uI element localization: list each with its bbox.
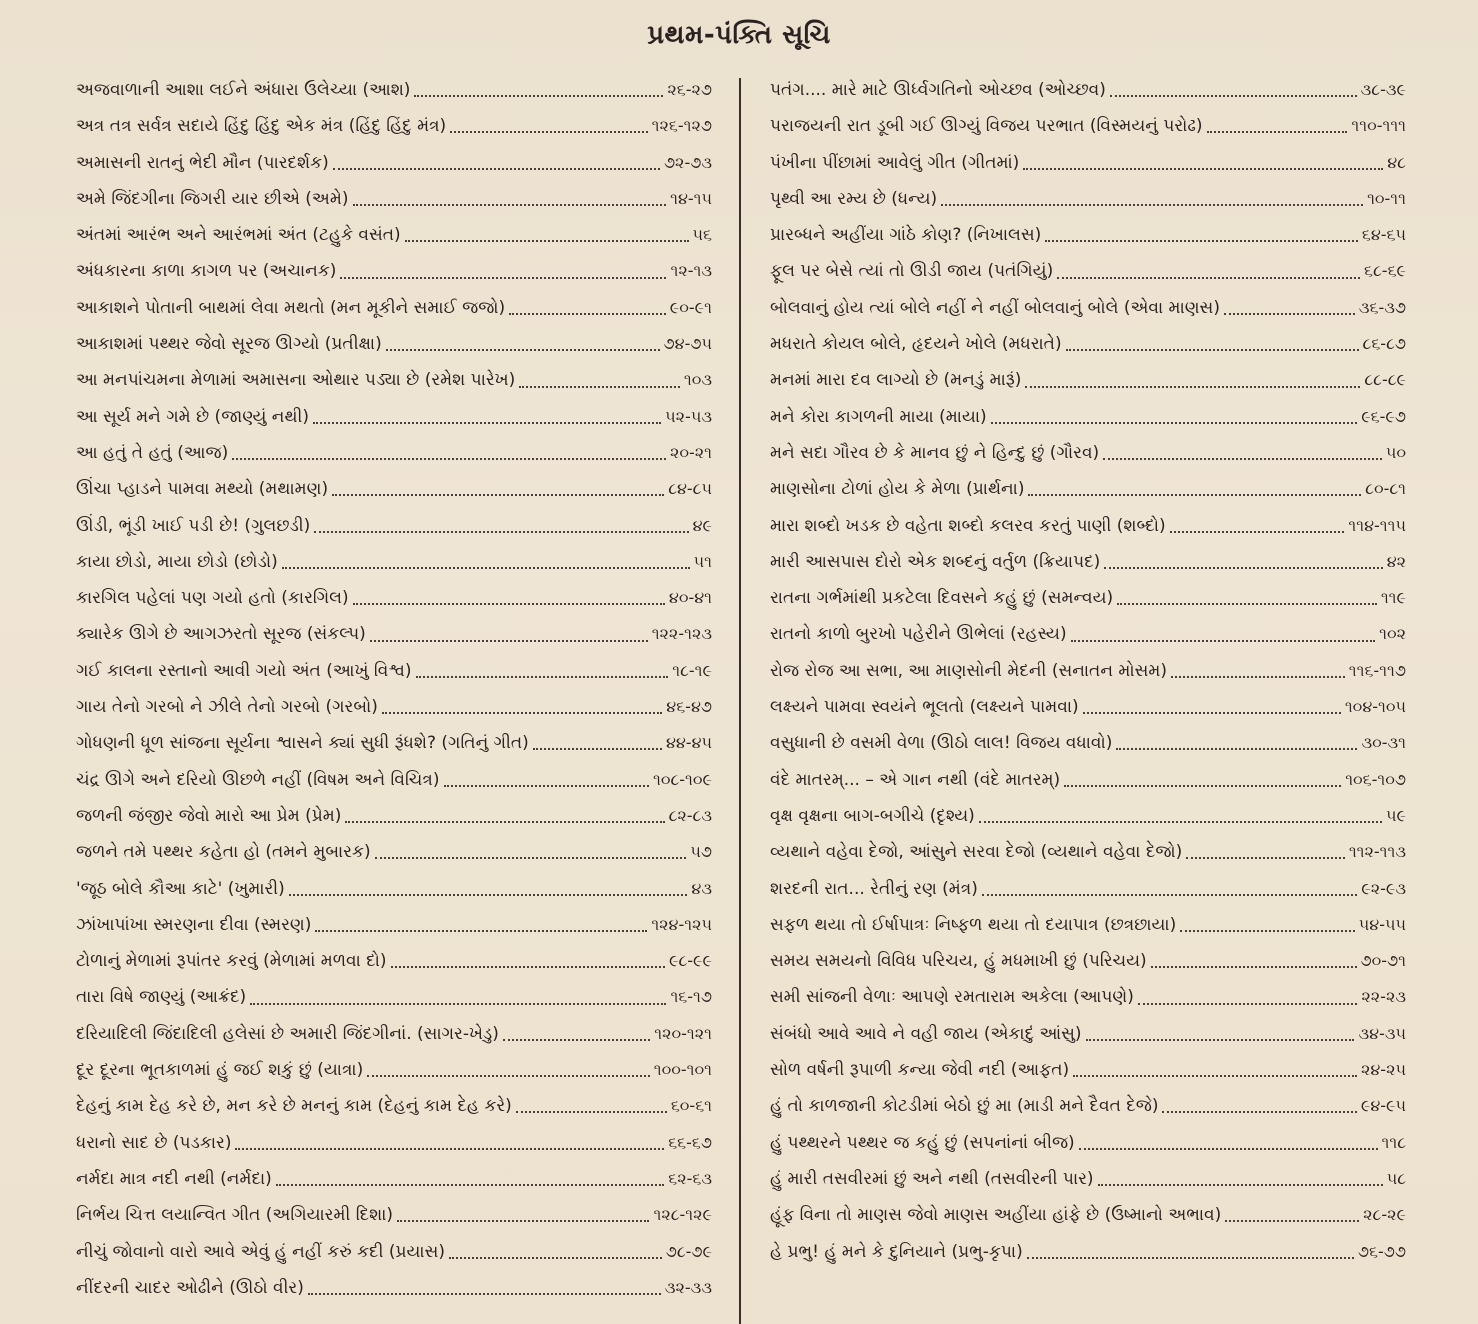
entry-text: ક્યારેક ઊગે છે આગઝરતો સૂરજ (સંકલ્પ) xyxy=(76,624,366,645)
index-entry xyxy=(76,1052,712,1088)
index-entry xyxy=(76,762,712,798)
index-entry xyxy=(770,1234,1406,1270)
index-entry xyxy=(76,1234,712,1270)
dot-leader xyxy=(1224,313,1355,315)
index-entry xyxy=(770,181,1406,217)
dot-leader xyxy=(1066,349,1359,351)
entry-text: લક્ષ્યને પામવા સ્વયંને ભૂલતો (લક્ષ્યને પામવા) xyxy=(770,697,1079,718)
entry-page: ૧૪-૧૫ xyxy=(670,188,712,208)
index-entry xyxy=(770,399,1406,435)
entry-text: માણસોના ટોળાં હોય કે મેળા (પ્રાર્થના) xyxy=(770,479,1025,500)
dot-leader xyxy=(345,821,664,823)
entry-text: સંબંધો આવે આવે ને વહી જાય (એકાદું આંસુ) xyxy=(770,1023,1082,1044)
entry-text: હું પથ્થરને પથ્થર જ કહું છું (સપનાંનાં બીજ) xyxy=(770,1132,1075,1153)
entry-text: ઝાંખાપાંખા સ્મરણના દીવા (સ્મરણ) xyxy=(76,914,312,935)
entry-page: ૫૨-૫૩ xyxy=(665,406,712,426)
dot-leader xyxy=(276,1184,664,1186)
dot-leader xyxy=(414,95,663,97)
index-entry xyxy=(770,253,1406,289)
index-entry xyxy=(76,362,712,398)
entry-page: ૨૦-૨૧ xyxy=(669,442,712,462)
entry-page: ૮૬-૮૭ xyxy=(1362,334,1406,354)
index-column-left xyxy=(76,72,712,1306)
entry-page: ૧૮-૧૯ xyxy=(672,660,712,680)
dot-leader xyxy=(1162,1111,1356,1113)
dot-leader xyxy=(391,966,665,968)
dot-leader xyxy=(340,277,666,279)
entry-page: ૯૦-૯૧ xyxy=(669,297,712,317)
index-entry xyxy=(76,871,712,907)
index-entry xyxy=(76,326,712,362)
index-entry xyxy=(76,1016,712,1052)
index-entry xyxy=(76,907,712,943)
entry-text: નીચું જોવાનો વારો આવે એવું હું નહીં કરું કદી (પ્રયાસ) xyxy=(76,1241,445,1262)
entry-text: જળની જંજીર જેવો મારો આ પ્રેમ (પ્રેમ) xyxy=(76,805,342,826)
index-entry xyxy=(76,1270,712,1306)
entry-page: ૧૧૦-૧૧૧ xyxy=(1351,116,1406,136)
entry-text: પરાજયની રાત ડૂબી ગઈ ઊગ્યું વિજય પરભાત (વિસ્મયનું પરોઢ) xyxy=(770,116,1203,137)
index-entry xyxy=(770,871,1406,907)
index-entry xyxy=(770,290,1406,326)
entry-page: ૩૦-૩૧ xyxy=(1361,733,1406,753)
index-entry xyxy=(770,580,1406,616)
index-entry xyxy=(76,1125,712,1161)
entry-text: વંદે માતરમ્... – એ ગાન નથી (વંદે માતરમ્) xyxy=(770,769,1061,790)
dot-leader xyxy=(353,603,665,605)
entry-page: ૬૮-૬૯ xyxy=(1364,261,1406,281)
dot-leader xyxy=(991,422,1358,424)
index-entry xyxy=(770,798,1406,834)
entry-text: મધરાતે કોયલ બોલે, હૃદયને ખોલે (મધરાતે) xyxy=(770,334,1062,355)
entry-text: બોલવાનું હોય ત્યાં બોલે નહીં ને નહીં બોલવાનું બોલે (એવા માણસ) xyxy=(770,297,1220,318)
entry-page: ૭૪-૭૫ xyxy=(663,334,712,354)
entry-page: ૧૦૦-૧૦૧ xyxy=(653,1060,712,1080)
entry-page: ૧૨૬-૧૨૭ xyxy=(651,116,712,136)
dot-leader xyxy=(332,494,664,496)
index-entry xyxy=(770,1161,1406,1197)
dot-leader xyxy=(1103,458,1382,460)
entry-text: વ્યથાને વહેવા દેજો, આંસુને સરવા દેજો (વ્યથાને વહેવા દેજો) xyxy=(770,842,1183,863)
entry-text: રોજ રોજ આ સભા, આ માણસોની મેદની (સનાતન મોસમ) xyxy=(770,660,1168,681)
entry-page: ૧૦૨ xyxy=(1379,624,1406,644)
entry-text: ઊંચા પ્હાડને પામવા મથ્યો (મથામણ) xyxy=(76,479,329,500)
index-entry xyxy=(76,616,712,652)
entry-page: ૯૬-૯૭ xyxy=(1361,406,1406,426)
entry-page: ૭૨-૭૩ xyxy=(663,152,712,172)
index-entry xyxy=(76,1197,712,1233)
dot-leader xyxy=(386,349,660,351)
entry-page: ૪૬-૪૭ xyxy=(666,697,712,717)
entry-text: ગઈ કાલના રસ્તાનો આવી ગયો અંત (આખું વિશ્વ) xyxy=(76,660,412,681)
entry-page: ૮૨-૮૩ xyxy=(668,805,712,825)
index-entry xyxy=(76,580,712,616)
dot-leader xyxy=(1116,748,1357,750)
entry-page: ૮૪-૮૫ xyxy=(668,479,712,499)
entry-page: ૧૧૨-૧૧૩ xyxy=(1348,842,1406,862)
entry-text: પૃથ્વી આ રમ્ય છે (ધન્ય) xyxy=(770,188,938,209)
entry-text: સમી સાંજની વેળાઃ આપણે રમતારામ અકેલા (આપણે) xyxy=(770,987,1134,1008)
entry-page: ૪૨ xyxy=(1386,551,1406,571)
dot-leader xyxy=(353,204,667,206)
column-divider xyxy=(739,78,741,1324)
index-column-right xyxy=(770,72,1406,1270)
entry-page: ૧૨૪-૧૨૫ xyxy=(651,914,712,934)
entry-page: ૧૨-૧૩ xyxy=(670,261,712,281)
dot-leader xyxy=(1083,712,1341,714)
entry-page: ૧૧૬-૧૧૭ xyxy=(1348,660,1406,680)
entry-text: આ હતું તે હતું (આજ) xyxy=(76,442,229,463)
index-entry xyxy=(770,1125,1406,1161)
index-entry xyxy=(76,290,712,326)
entry-page: ૧૨૨-૧૨૩ xyxy=(651,624,712,644)
entry-page: ૧૦૩ xyxy=(683,370,712,390)
dot-leader xyxy=(405,240,689,242)
entry-text: 'જૂઠ બોલે કૌઆ કાટે' (ખુમારી) xyxy=(76,878,285,899)
entry-page: ૭૬-૭૭ xyxy=(1357,1241,1406,1261)
entry-page: ૬૪-૬૫ xyxy=(1361,225,1406,245)
entry-page: ૮૦-૮૧ xyxy=(1365,479,1406,499)
entry-text: કાયા છોડો, માયા છોડો (છોડો) xyxy=(76,551,278,572)
dot-leader xyxy=(1138,1003,1358,1005)
dot-leader xyxy=(308,1293,661,1295)
index-entry xyxy=(76,217,712,253)
dot-leader xyxy=(370,640,648,642)
dot-leader xyxy=(1086,1039,1355,1041)
index-entry xyxy=(770,435,1406,471)
entry-text: નર્મદા માત્ર નદી નથી (નર્મદા) xyxy=(76,1168,272,1189)
index-entry xyxy=(76,653,712,689)
entry-text: સમય સમયનો વિવિધ પરિચય, હું મધમાખી છું (પરિચય) xyxy=(770,951,1147,972)
dot-leader xyxy=(250,1003,666,1005)
index-entry xyxy=(770,108,1406,144)
dot-leader xyxy=(941,204,1363,206)
index-entry xyxy=(770,471,1406,507)
entry-text: હું તો કાળજાની કોટડીમાં બેઠો છું મા (માડી મને દૈવત દેજે) xyxy=(770,1096,1159,1117)
dot-leader xyxy=(1064,785,1341,787)
index-entry xyxy=(76,834,712,870)
entry-page: ૬૦-૬૧ xyxy=(670,1096,712,1116)
index-entry xyxy=(76,725,712,761)
entry-page: ૫૬ xyxy=(692,225,712,245)
index-entry xyxy=(770,979,1406,1015)
entry-text: મનમાં મારા દવ લાગ્યો છે (મનડું મારૂં) xyxy=(770,370,1022,391)
index-entry xyxy=(76,181,712,217)
dot-leader xyxy=(333,168,660,170)
entry-text: મને કોરા કાગળની માયા (માયા) xyxy=(770,406,987,427)
entry-text: આ સૂર્ય મને ગમે છે (જાણ્યું નથી) xyxy=(76,406,309,427)
entry-page: ૫૭ xyxy=(690,842,712,862)
entry-text: હૂંફ વિના તો માણસ જેવો માણસ અહીંયા હાંફે છે (ઉષ્માનો અભાવ) xyxy=(770,1205,1222,1226)
entry-page: ૧૬-૧૭ xyxy=(670,987,712,1007)
index-entry xyxy=(770,508,1406,544)
dot-leader xyxy=(444,785,650,787)
dot-leader xyxy=(516,1111,667,1113)
index-entry xyxy=(770,762,1406,798)
dot-leader xyxy=(449,1257,662,1259)
index-entry xyxy=(770,145,1406,181)
dot-leader xyxy=(1071,640,1376,642)
entry-text: કારગિલ પહેલાં પણ ગયો હતો (કારગિલ) xyxy=(76,588,349,609)
dot-leader xyxy=(1027,1257,1354,1259)
entry-text: વૃક્ષ વૃક્ષના બાગ-બગીચે (દૃશ્ય) xyxy=(770,805,975,826)
entry-page: ૬૨-૬૩ xyxy=(668,1168,712,1188)
entry-page: ૧૧૮ xyxy=(1381,1132,1406,1152)
entry-text: રાતના ગર્ભમાંથી પ્રકટેલા દિવસને કહું છું (સમન્વય) xyxy=(770,588,1114,609)
dot-leader xyxy=(503,1039,650,1041)
dot-leader xyxy=(1171,676,1345,678)
dot-leader xyxy=(382,712,662,714)
entry-text: તારા વિષે જાણ્યું (આક્રંદ) xyxy=(76,987,247,1008)
dot-leader xyxy=(1098,1184,1383,1186)
dot-leader xyxy=(367,1075,650,1077)
entry-text: ફૂલ પર બેસે ત્યાં તો ઊડી જાય (પતંગિયું) xyxy=(770,261,1054,282)
entry-page: ૧૦૪-૧૦૫ xyxy=(1344,697,1406,717)
dot-leader xyxy=(979,821,1382,823)
entry-text: સોળ વર્ષની રૂપાળી કન્યા જેવી નદી (આફત) xyxy=(770,1060,1070,1081)
entry-text: શરદની રાત... રેતીનું રણ (મંત્ર) xyxy=(770,878,978,899)
dot-leader xyxy=(450,131,647,133)
entry-page: ૪૪-૪૫ xyxy=(665,733,712,753)
page-title: પ્રથમ-પંક્તિ સૂચિ xyxy=(647,20,831,50)
dot-leader xyxy=(314,531,688,533)
entry-page: ૭૮-૭૯ xyxy=(665,1241,712,1261)
entry-text: વસુધાની છે વસમી વેળા (ઊઠો લાલ! વિજય વધાવો) xyxy=(770,733,1113,754)
dot-leader xyxy=(1025,386,1360,388)
index-entry xyxy=(770,725,1406,761)
entry-text: ઊંડી, ભૂંડી ખાઈ પડી છે! (ગુલછડી) xyxy=(76,515,311,536)
entry-text: અત્ર તત્ર સર્વત્ર સદાયે હિંદુ હિંદુ એક મંત્ર (હિંદુ હિંદુ મંત્ર) xyxy=(76,116,447,137)
dot-leader xyxy=(533,748,662,750)
entry-page: ૪૯ xyxy=(692,515,712,535)
index-entry xyxy=(770,362,1406,398)
dot-leader xyxy=(1170,531,1345,533)
index-entry xyxy=(76,1161,712,1197)
dot-leader xyxy=(1225,1220,1359,1222)
entry-page: ૨૨-૨૩ xyxy=(1361,987,1406,1007)
entry-page: ૧૦૮-૧૦૯ xyxy=(653,769,712,789)
entry-text: સફળ થયા તો ઈર્ષાપાત્રઃ નિષ્ફળ થયા તો દયાપાત્ર (છત્રછાયા) xyxy=(770,914,1177,935)
index-entry xyxy=(76,72,712,108)
entry-page: ૯૮-૯૯ xyxy=(669,951,712,971)
index-entry xyxy=(76,1088,712,1124)
entry-page: ૮૮-૮૯ xyxy=(1364,370,1406,390)
entry-text: ગોધણની ધૂળ સાંજના સૂર્યના શ્વાસને ક્યાં સુધી રૂંધશે? (ગતિનું ગીત) xyxy=(76,733,529,754)
dot-leader xyxy=(1057,277,1360,279)
index-entry xyxy=(770,834,1406,870)
entry-page: ૩૪-૩૫ xyxy=(1358,1023,1406,1043)
entry-page: ૫૪-૫૫ xyxy=(1358,914,1406,934)
dot-leader xyxy=(509,313,666,315)
dot-leader xyxy=(982,894,1357,896)
entry-text: અમે જિંદગીના જિગરી યાર છીએ (અમે) xyxy=(76,188,349,209)
entry-text: મારા શબ્દો ખડક છે વહેતા શબ્દો કલરવ કરતું પાણી (શબ્દો) xyxy=(770,515,1166,536)
entry-page: ૧૨૮-૧૨૯ xyxy=(653,1205,712,1225)
index-entry xyxy=(770,943,1406,979)
entry-page: ૧૧૯ xyxy=(1380,588,1406,608)
dot-leader xyxy=(375,857,687,859)
entry-text: મને સદા ગૌરવ છે કે માનવ છું ને હિન્દુ છું (ગૌરવ) xyxy=(770,442,1100,463)
entry-page: ૧૧૪-૧૧૫ xyxy=(1348,515,1406,535)
dot-leader xyxy=(519,386,680,388)
index-entry xyxy=(770,1052,1406,1088)
entry-page: ૨૮-૨૯ xyxy=(1363,1205,1406,1225)
entry-text: અમાસની રાતનું ભેદી મૌન (પારદર્શક) xyxy=(76,152,329,173)
entry-text: મારી આસપાસ દોરો એક શબ્દનું વર્તુળ (ક્રિયાપદ) xyxy=(770,551,1101,572)
entry-text: હું મારી તસવીરમાં છું અને નથી (તસવીરની પાર) xyxy=(770,1168,1094,1189)
entry-page: ૫૦ xyxy=(1385,442,1406,462)
entry-page: ૧૨૦-૧૨૧ xyxy=(654,1023,712,1043)
entry-page: ૨૪-૨૫ xyxy=(1361,1060,1406,1080)
dot-leader xyxy=(282,567,690,569)
dot-leader xyxy=(1151,966,1357,968)
index-entry xyxy=(76,108,712,144)
entry-text: નીંદરની ચાદર ઓઢીને (ઊઠો વીર) xyxy=(76,1277,304,1298)
entry-page: ૫૯ xyxy=(1386,805,1406,825)
entry-page: ૫૧ xyxy=(693,551,712,571)
dot-leader xyxy=(416,676,669,678)
index-entry xyxy=(76,435,712,471)
index-entry xyxy=(76,471,712,507)
entry-page: ૬૬-૬૭ xyxy=(668,1132,712,1152)
dot-leader xyxy=(232,458,666,460)
entry-text: અંતમાં આરંભ અને આરંભમાં અંત (ટહુકે વસંત) xyxy=(76,225,401,246)
dot-leader xyxy=(1023,168,1383,170)
dot-leader xyxy=(289,894,688,896)
dot-leader xyxy=(1117,603,1377,605)
entry-text: આ મનપાંચમના મેળામાં અમાસના ઓથાર પડ્યા છે (રમેશ પારેખ) xyxy=(76,370,516,391)
entry-text: હે પ્રભુ! હું મને કે દુનિયાને (પ્રભુ-કૃપા) xyxy=(770,1241,1023,1262)
dot-leader xyxy=(1110,95,1357,97)
entry-page: ૪૮ xyxy=(1387,152,1406,172)
entry-text: ટોળાનું મેળામાં રૂપાંતર કરવું (મેળામાં મળવા દો) xyxy=(76,951,387,972)
entry-page: ૩૬-૩૭ xyxy=(1358,297,1406,317)
dot-leader xyxy=(1186,857,1345,859)
index-entry xyxy=(770,1088,1406,1124)
entry-text: આકાશમાં પથ્થર જેવો સૂરજ ઊગ્યો (પ્રતીક્ષા) xyxy=(76,334,382,355)
index-entry xyxy=(76,544,712,580)
index-entry xyxy=(76,689,712,725)
index-entry xyxy=(76,798,712,834)
index-entry xyxy=(76,943,712,979)
dot-leader xyxy=(1028,494,1361,496)
entry-text: ગાય તેનો ગરબો ને ઝીલે તેનો ગરબો (ગરબો) xyxy=(76,697,378,718)
index-entry xyxy=(770,689,1406,725)
entry-text: પ્રારબ્ધને અહીંયા ગાંઠે કોણ? (નિખાલસ) xyxy=(770,225,1042,246)
dot-leader xyxy=(315,930,647,932)
dot-leader xyxy=(313,422,661,424)
index-entry xyxy=(770,616,1406,652)
index-entry xyxy=(76,145,712,181)
entry-text: પંખીના પીંછામાં આવેલું ગીત (ગીતમાં) xyxy=(770,152,1020,173)
entry-text: રાતનો કાળો બુરખો પહેરીને ઊભેલાં (રહસ્ય) xyxy=(770,624,1067,645)
index-entry xyxy=(770,326,1406,362)
dot-leader xyxy=(1079,1148,1378,1150)
index-entry xyxy=(76,508,712,544)
dot-leader xyxy=(1073,1075,1357,1077)
index-entry xyxy=(76,979,712,1015)
index-entry xyxy=(770,1197,1406,1233)
entry-page: ૫૮ xyxy=(1386,1168,1406,1188)
dot-leader xyxy=(1180,930,1355,932)
entry-page: ૯૪-૯૫ xyxy=(1360,1096,1406,1116)
entry-text: પતંગ.... મારે માટે ઊર્ધ્વગતિનો ઓચ્છવ (ઓચ્છવ) xyxy=(770,80,1106,100)
dot-leader xyxy=(235,1148,664,1150)
entry-page: ૭૦-૭૧ xyxy=(1360,951,1406,971)
dot-leader xyxy=(1207,131,1348,133)
dot-leader xyxy=(1045,240,1358,242)
dot-leader xyxy=(1104,567,1382,569)
index-entry xyxy=(770,653,1406,689)
index-entry xyxy=(770,217,1406,253)
entry-text: અંધકારના કાળા કાગળ પર (અચાનક) xyxy=(76,261,337,282)
entry-text: ચંદ્ર ઊગે અને દરિયો ઊછળે નહીં (વિષમ અને વિચિત્ર) xyxy=(76,769,440,790)
entry-page: ૪૦-૪૧ xyxy=(668,588,712,608)
entry-text: દેહનું કામ દેહ કરે છે, મન કરે છે મનનું કામ (દેહનું કામ દેહ કરે) xyxy=(76,1096,512,1117)
entry-text: નિર્ભય ચિત્ત લયાન્વિત ગીત (અગિયારમી દિશા) xyxy=(76,1205,393,1226)
entry-page: ૩૮-૩૯ xyxy=(1360,80,1406,99)
entry-text: દરિયાદિલી જિંદાદિલી હલેસાં છે અમારી જિંદગીનાં. (સાગર-ખેડુ) xyxy=(76,1023,499,1044)
entry-page: ૨૬-૨૭ xyxy=(667,80,712,99)
entry-page: ૧૦૬-૧૦૭ xyxy=(1345,769,1406,789)
index-entry xyxy=(76,253,712,289)
entry-text: ધરાનો સાદ છે (પડકાર) xyxy=(76,1132,232,1153)
index-entry xyxy=(770,1016,1406,1052)
entry-text: જળને તમે પથ્થર કહેતા હો (તમને મુબારક) xyxy=(76,842,371,863)
dot-leader xyxy=(397,1220,649,1222)
entry-page: ૪૩ xyxy=(691,878,712,898)
index-entry xyxy=(770,907,1406,943)
entry-text: અજવાળાની આશા લઈને અંધારા ઉલેચ્યા (આશ) xyxy=(76,80,411,100)
entry-page: ૧૦-૧૧ xyxy=(1367,188,1406,208)
entry-text: આકાશને પોતાની બાથમાં લેવા મથતો (મન મૂકીને સમાઈ જજો) xyxy=(76,297,506,318)
index-entry xyxy=(770,72,1406,108)
entry-page: ૯૨-૯૩ xyxy=(1361,878,1406,898)
entry-page: ૩૨-૩૩ xyxy=(664,1277,712,1297)
index-entry xyxy=(76,399,712,435)
index-entry xyxy=(770,544,1406,580)
entry-text: દૂર દૂરના ભૂતકાળમાં હું જઈ શકું છું (યાત્રા) xyxy=(76,1060,364,1081)
